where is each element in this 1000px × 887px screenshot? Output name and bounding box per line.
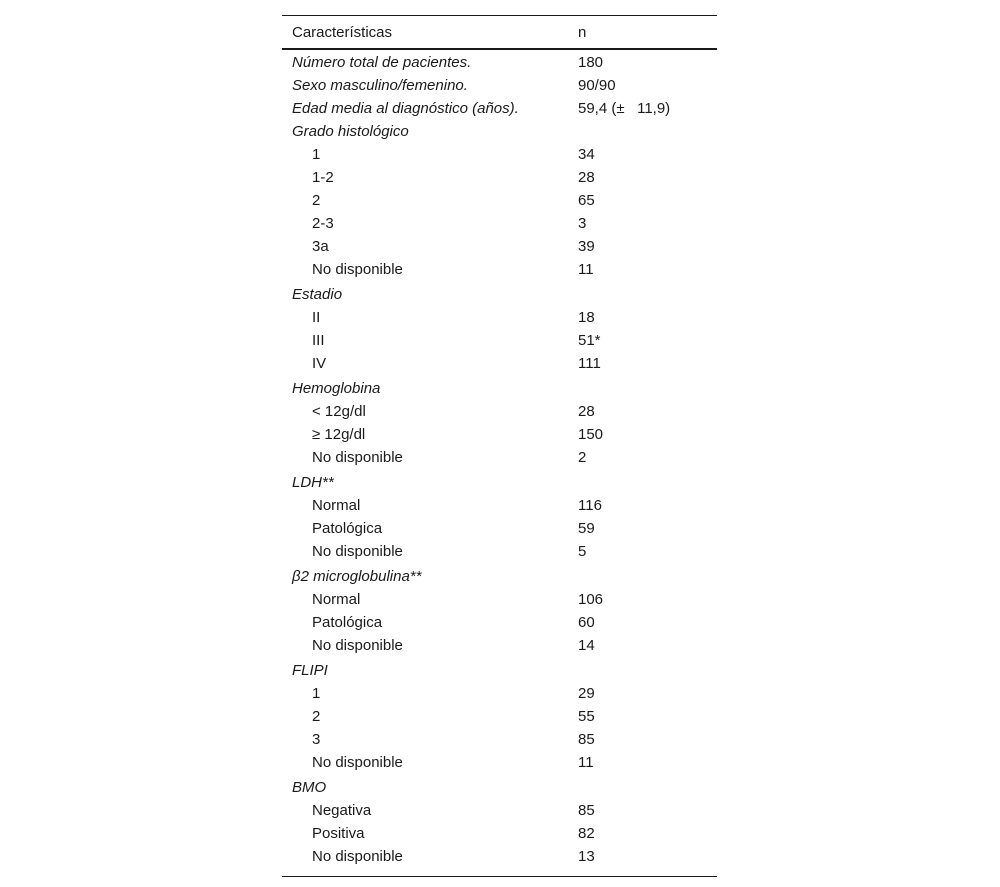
row-label: < 12g/dl [312, 403, 366, 420]
row-label: 2-3 [312, 215, 334, 232]
row-value: 34 [578, 146, 595, 163]
table-row [282, 685, 717, 708]
row-label: Patológica [312, 614, 383, 631]
table-row [282, 100, 717, 123]
row-value: 14 [578, 637, 595, 654]
row-label: Negativa [312, 802, 372, 819]
header-characteristics: Características [292, 24, 393, 41]
row-value: 150 [578, 426, 604, 443]
table-row [282, 215, 717, 238]
row-label: Normal [312, 591, 361, 608]
table-row [282, 637, 717, 660]
row-value: 18 [578, 309, 595, 326]
row-value: 116 [578, 497, 602, 514]
table-section-heading [282, 566, 717, 591]
row-value: 65 [578, 192, 595, 209]
table-section-heading [282, 660, 717, 685]
table-section-heading [282, 284, 717, 309]
row-value: 39 [578, 238, 595, 255]
row-label: ≥ 12g/dl [312, 426, 366, 443]
table-header-row [282, 16, 717, 48]
row-label: IV [312, 355, 327, 372]
row-label: No disponible [312, 543, 403, 560]
table-section-heading [282, 123, 717, 146]
row-value: 5 [578, 543, 587, 560]
row-label: Estadio [292, 286, 343, 303]
table-row [282, 54, 717, 77]
table-row [282, 355, 717, 378]
row-label: LDH** [292, 474, 334, 491]
row-label: III [312, 332, 325, 349]
table-row [282, 146, 717, 169]
table-row [282, 591, 717, 614]
row-label: Sexo masculino/femenino. [292, 77, 468, 94]
table-row [282, 238, 717, 261]
table-row [282, 731, 717, 754]
table-row [282, 497, 717, 520]
table-row [282, 825, 717, 848]
table-row [282, 77, 717, 100]
row-label: 1 [312, 685, 321, 702]
row-label: No disponible [312, 848, 403, 865]
row-label: No disponible [312, 637, 403, 654]
row-value: 28 [578, 169, 595, 186]
row-value: 28 [578, 403, 595, 420]
row-value: 13 [578, 848, 595, 865]
table-row [282, 754, 717, 777]
table-body [282, 50, 717, 871]
table-row [282, 169, 717, 192]
table-row [282, 708, 717, 731]
row-label: Número total de pacientes. [292, 54, 472, 71]
row-label: BMO [292, 779, 327, 796]
row-value: 55 [578, 708, 595, 725]
row-value: 59 [578, 520, 595, 537]
row-value: 29 [578, 685, 595, 702]
table-section-heading [282, 472, 717, 497]
table-bottom-rule [282, 876, 717, 877]
row-label: 1 [312, 146, 321, 163]
row-value: 85 [578, 802, 595, 819]
table-row [282, 192, 717, 215]
row-value: 111 [578, 355, 601, 372]
row-value: 90/90 [578, 77, 616, 94]
row-value: 82 [578, 825, 595, 842]
table-row [282, 802, 717, 825]
table-row [282, 403, 717, 426]
row-value: 2 [578, 449, 587, 466]
row-value: 59,4 (± 11,9) [578, 100, 671, 117]
row-label: Edad media al diagnóstico (años). [292, 100, 519, 117]
row-value: 106 [578, 591, 604, 608]
row-label: 2 [312, 708, 321, 725]
row-label: β2 microglobulina** [292, 568, 422, 585]
table-row [282, 261, 717, 284]
row-label: Grado histológico [292, 123, 409, 140]
row-label: 1-2 [312, 169, 334, 186]
row-label: 2 [312, 192, 321, 209]
table-row [282, 520, 717, 543]
row-label: FLIPI [292, 662, 328, 679]
row-value: 3 [578, 215, 587, 232]
row-label: 3 [312, 731, 321, 748]
table-row [282, 614, 717, 637]
row-label: No disponible [312, 754, 403, 771]
row-value: 180 [578, 54, 604, 71]
characteristics-table [282, 15, 717, 877]
table-row [282, 309, 717, 332]
row-label: Patológica [312, 520, 383, 537]
row-value: 51* [578, 332, 601, 349]
row-label: 3a [312, 238, 329, 255]
row-label: Hemoglobina [292, 380, 381, 397]
table-row [282, 332, 717, 355]
row-label: No disponible [312, 449, 403, 466]
table-section-heading [282, 378, 717, 403]
row-value: 11 [578, 261, 594, 278]
header-n: n [578, 24, 587, 41]
row-value: 85 [578, 731, 595, 748]
table-row [282, 543, 717, 566]
row-value: 60 [578, 614, 595, 631]
table-row [282, 848, 717, 871]
row-value: 11 [578, 754, 594, 771]
table-row [282, 426, 717, 449]
table-row [282, 449, 717, 472]
row-label: No disponible [312, 261, 403, 278]
row-label: II [312, 309, 321, 326]
row-label: Positiva [312, 825, 365, 842]
table-section-heading [282, 777, 717, 802]
row-label: Normal [312, 497, 361, 514]
